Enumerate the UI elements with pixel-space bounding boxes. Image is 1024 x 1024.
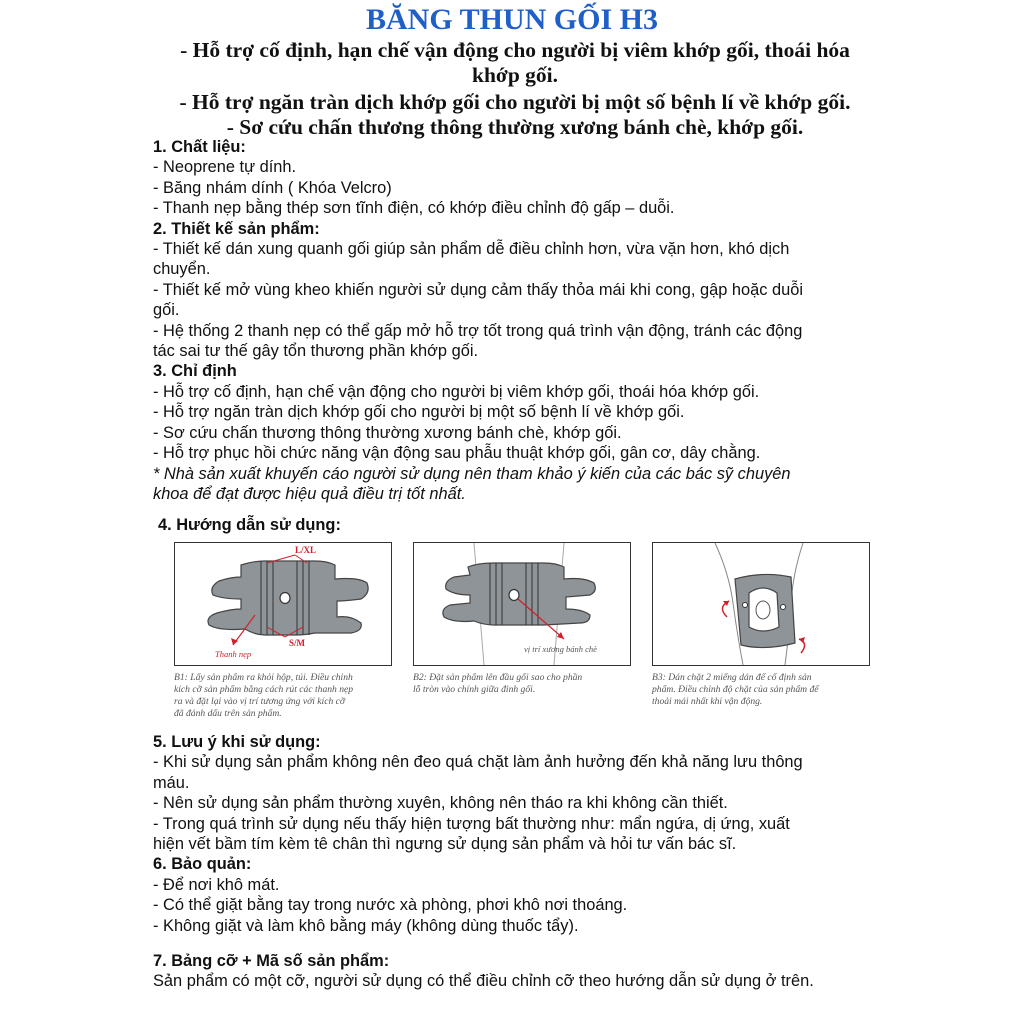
splint-label: Thanh nẹp — [215, 649, 252, 659]
manufacturer-note: khoa để đạt được hiệu quả điều trị tốt nhất. — [153, 484, 466, 503]
caption-line: thoải mái nhất khi vận động. — [652, 696, 763, 707]
text-line: máu. — [153, 773, 190, 792]
intro-line-2: khớp gối. — [472, 63, 558, 87]
text-line: tác sai tư thế gây tổn thương phần khớp gối. — [153, 342, 479, 361]
intro-line-4: - Sơ cứu chấn thương thông thường xương bánh chè, khớp gối. — [226, 115, 804, 139]
text-line: - Thiết kế dán xung quanh gối giúp sản phẩm dễ điều chỉnh hơn, vừa vặn hơn, khó dịch — [153, 240, 790, 259]
text-line: - Thiết kế mở vùng kheo khiến người sử dụng cảm thấy thỏa mái khi cong, gập hoặc duỗi — [153, 280, 803, 299]
brace-on-leg-illustration — [414, 543, 630, 665]
brace-fastened-illustration — [653, 543, 869, 665]
text-line: - Hỗ trợ cố định, hạn chế vận động cho người bị viêm khớp gối, thoái hóa khớp gối. — [153, 382, 760, 401]
caption-step-2 — [413, 672, 633, 696]
kneecap-label: vị trí xương bánh chè — [524, 644, 597, 654]
caption-line: B1: Lấy sản phẩm ra khỏi hộp, túi. Điều chỉnh — [174, 672, 353, 683]
page-title: BĂNG THUN GỐI H3 — [366, 3, 658, 36]
text-line: - Khi sử dụng sản phẩm không nên đeo quá chặt làm ảnh hưởng đến khả năng lưu thông — [153, 753, 803, 772]
text-line: hiện vết bầm tím kèm tê chân thì ngưng sử dụng sản phẩm và hỏi tư vấn bác sĩ. — [153, 835, 737, 854]
caption-line: kích cỡ sản phẩm bằng cách rút các thanh nẹp — [174, 684, 354, 695]
section-heading-storage: 6. Bảo quản: — [153, 855, 252, 874]
text-line: - Băng nhám dính ( Khóa Velcro) — [153, 178, 392, 197]
text-line: - Hệ thống 2 thanh nẹp có thể gấp mở hỗ trợ tốt trong quá trình vận động, tránh các động — [153, 321, 803, 340]
section-heading-sizes: 7. Bảng cỡ + Mã số sản phẩm: — [153, 952, 390, 970]
text-line: - Sơ cứu chấn thương thông thường xương bánh chè, khớp gối. — [153, 423, 622, 442]
intro-line-3: - Hỗ trợ ngăn tràn dịch khớp gối cho người bị một số bệnh lí về khớp gối. — [179, 90, 851, 114]
size-label-large: L/XL — [295, 545, 317, 555]
figure-step-3 — [652, 542, 870, 666]
text-line: - Để nơi khô mát. — [153, 875, 280, 894]
text-line: - Nên sử dụng sản phẩm thường xuyên, không nên tháo ra khi không cần thiết. — [153, 794, 728, 813]
caption-line: ra và đặt lại vào vị trí tương ứng với kích cỡ — [174, 696, 346, 707]
caption-step-3 — [652, 672, 872, 708]
text-line: - Trong quá trình sử dụng nếu thấy hiện tượng bất thường như: mẩn ngứa, dị ứng, xuất — [153, 814, 790, 833]
text-line: - Neoprene tự dính. — [153, 158, 297, 177]
manufacturer-note: * Nhà sản xuất khuyến cáo người sử dụng nên tham khảo ý kiến của các bác sỹ chuyên — [153, 464, 791, 483]
caption-line: lỗ tròn vào chính giữa đỉnh gối. — [413, 684, 536, 695]
section-heading-notes: 5. Lưu ý khi sử dụng: — [153, 733, 321, 751]
intro-line-1: - Hỗ trợ cố định, hạn chế vận động cho người bị viêm khớp gối, thoái hóa — [180, 38, 850, 62]
text-line: gối. — [153, 301, 180, 320]
caption-line: B3: Dán chặt 2 miếng dán để cố định sản — [652, 672, 812, 683]
section-heading-text: 4. Hướng dẫn sử dụng: — [158, 516, 341, 534]
text-line: - Không giặt và làm khô bằng máy (không dùng thuốc tẩy). — [153, 916, 579, 935]
size-label-small: S/M — [289, 638, 306, 648]
sections-5-6 — [153, 732, 883, 936]
text-line: - Hỗ trợ ngăn tràn dịch khớp gối cho người bị một số bệnh lí về khớp gối. — [153, 403, 685, 422]
text-line: - Hỗ trợ phục hồi chức năng vận động sau phẫu thuật khớp gối, gân cơ, dây chằng. — [153, 444, 761, 463]
text-line: - Có thể giặt bằng tay trong nước xà phòng, phơi khô nơi thoáng. — [153, 896, 628, 915]
section-7 — [153, 951, 883, 992]
section-heading-materials: 1. Chất liệu: — [153, 138, 246, 156]
caption-line: đã đánh dấu trên sản phẩm. — [174, 708, 282, 719]
section-heading-design: 2. Thiết kế sản phẩm: — [153, 219, 320, 238]
text-line: chuyển. — [153, 260, 211, 279]
text-line: - Thanh nẹp bằng thép sơn tĩnh điện, có khớp điều chỉnh độ gấp – duỗi. — [153, 199, 675, 218]
text-line: Sản phẩm có một cỡ, người sử dụng có thể điều chỉnh cỡ theo hướng dẫn sử dụng ở trên. — [153, 972, 814, 991]
caption-line: phẩm. Điều chỉnh độ chặt của sản phẩm để — [652, 684, 819, 695]
sections-1-3 — [153, 137, 883, 504]
caption-line: B2: Đặt sản phẩm lên đầu gối sao cho phần — [413, 672, 583, 683]
figure-step-1 — [174, 542, 392, 666]
figure-step-2 — [413, 542, 631, 666]
section-heading-indications: 3. Chỉ định — [153, 362, 237, 381]
caption-step-1 — [174, 672, 394, 720]
brace-flat-illustration — [175, 543, 391, 665]
section-heading-instructions — [158, 515, 888, 535]
